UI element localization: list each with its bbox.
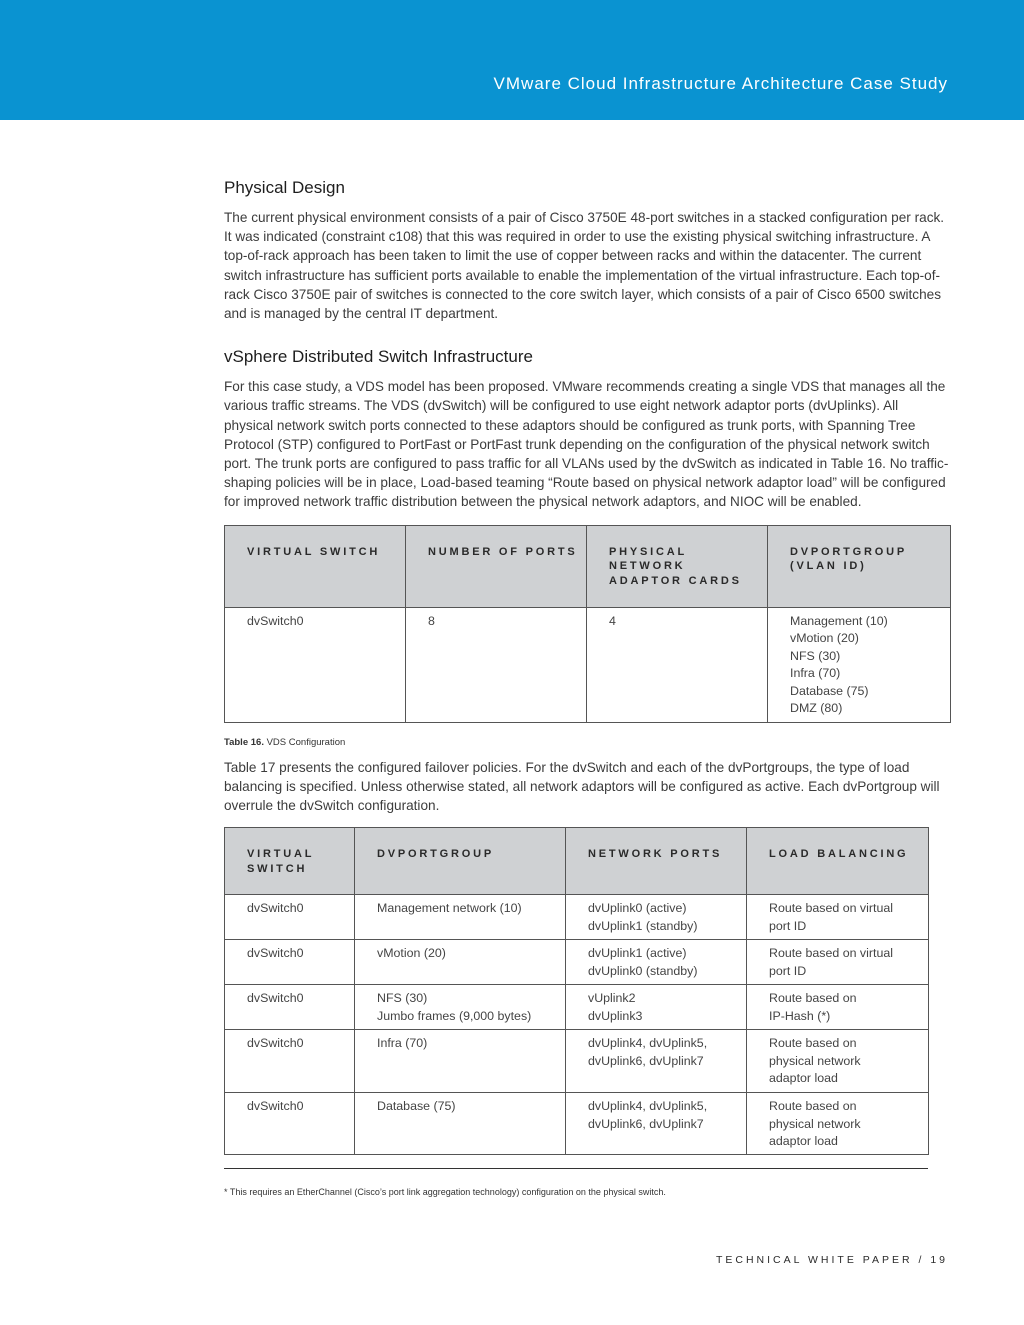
cell-line: Jumbo frames (9,000 bytes) <box>377 1008 532 1023</box>
section-heading-vds-infrastructure: vSphere Distributed Switch Infrastructure <box>224 347 533 367</box>
failover-paragraph: Table 17 presents the configured failover policies. For the dvSwitch and each of the dvPortgroups, the type of load balancing is specified. Unless otherwise stated, all network adaptors will be configured as active. Each dvPortgroup will overrule the dvSwitch configuration. <box>224 759 940 814</box>
column-header: DVPORTGROUP <box>355 828 566 895</box>
cell-line: dvUplink6, dvUplink7 <box>588 1116 704 1131</box>
table-row <box>225 1093 929 1155</box>
column-header: NETWORK PORTS <box>566 828 747 895</box>
cell-line: vUplink2 <box>588 991 636 1006</box>
table-cell: dvSwitch0 <box>225 1093 355 1155</box>
table-cell <box>566 895 747 940</box>
column-header: VIRTUAL SWITCH <box>225 525 406 607</box>
table-cell: 8 <box>406 607 587 722</box>
cell-line: Route based on <box>769 1036 857 1051</box>
caption-text: VDS Configuration <box>266 736 346 748</box>
table-row <box>225 940 929 985</box>
table-cell <box>355 940 566 985</box>
cell-line: Route based on <box>769 991 857 1006</box>
cell-line: port ID <box>769 918 807 933</box>
table-cell <box>747 985 929 1030</box>
cell-line: port ID <box>769 963 807 978</box>
table-cell <box>355 1030 566 1093</box>
page-content <box>224 178 950 1197</box>
caption-label: Table 16. <box>224 736 264 748</box>
portgroup-entry: Database (75) <box>790 683 869 698</box>
table-cell: dvSwitch0 <box>225 895 355 940</box>
table-cell <box>566 1093 747 1155</box>
table-cell: dvSwitch0 <box>225 607 406 722</box>
cell-line: dvUplink1 (standby) <box>588 918 698 933</box>
table-cell <box>747 940 929 985</box>
table-cell <box>355 1093 566 1155</box>
column-header: NUMBER OF PORTS <box>406 525 587 607</box>
table-cell <box>747 1093 929 1155</box>
table-cell: dvSwitch0 <box>225 985 355 1030</box>
table-cell <box>768 607 951 722</box>
table-17-failover-policies <box>224 827 929 1155</box>
cell-line: dvUplink3 <box>588 1008 643 1023</box>
table-cell <box>747 1030 929 1093</box>
table-cell <box>566 940 747 985</box>
section-heading-physical-design: Physical Design <box>224 178 345 197</box>
footnote: * This requires an EtherChannel (Cisco’s port link aggregation technology) configuration on the physical switch. <box>224 1187 666 1198</box>
cell-line: IP-Hash (*) <box>769 1008 831 1023</box>
cell-line: adaptor load <box>769 1071 838 1086</box>
cell-line: vMotion (20) <box>377 946 446 961</box>
table-cell: 4 <box>587 607 768 722</box>
cell-line: Database (75) <box>377 1099 456 1114</box>
cell-line: dvUplink4, dvUplink5, <box>588 1036 708 1051</box>
cell-line: Management network (10) <box>377 901 522 916</box>
cell-line: dvUplink6, dvUplink7 <box>588 1053 704 1068</box>
cell-line: dvUplink0 (active) <box>588 901 687 916</box>
column-header: LOAD BALANCING <box>747 828 929 895</box>
portgroup-entry: NFS (30) <box>790 648 841 663</box>
footnote-divider <box>224 1168 928 1169</box>
table-cell <box>355 985 566 1030</box>
table-row <box>225 985 929 1030</box>
portgroup-entry: DMZ (80) <box>790 701 843 716</box>
document-title: VMware Cloud Infrastructure Architecture Case Study <box>493 74 948 93</box>
column-header: DVPORTGROUP (VLAN ID) <box>768 525 951 607</box>
table-row <box>225 895 929 940</box>
cell-line: physical network <box>769 1116 861 1131</box>
vds-paragraph: For this case study, a VDS model has been proposed. VMware recommends creating a single VDS that manages all the various traffic streams. The VDS (dvSwitch) will be configured to use eight network adaptor ports (dvUplinks). All physical network switch ports connected to these adaptors should be configured as trunk ports, with Spanning Tree Protocol (STP) configured to PortFast or PortFast trunk depending on the configuration of the physical network switch port. The trunk ports are configured to pass traffic for all VLANs used by the dvSwitch as indicated in Table 16. No traffic-shaping policies will be in place, Load-based teaming “Route based on physical network adaptor load” will be configured for improved network traffic distribution between the physical network adaptors, and NIOC will be enabled. <box>224 379 949 510</box>
cell-line: Route based on <box>769 1099 857 1114</box>
physical-design-paragraph: The current physical environment consists of a pair of Cisco 3750E 48-port switches in a stacked configuration per rack. It was indicated (constraint c108) that this was required in order to use the existing physical switching infrastructure. A top-of-rack approach has been taken to limit the use of copper between racks and within the datacenter. The current switch infrastructure has sufficient ports available to enable the implementation of the virtual infrastructure. Each top-of-rack Cisco 3750E pair of switches is connected to the core switch layer, which consists of a pair of Cisco 6500 switches and is managed by the central IT department. <box>224 210 945 322</box>
cell-line: adaptor load <box>769 1134 838 1149</box>
portgroup-entry: Management (10) <box>790 613 888 628</box>
cell-line: physical network <box>769 1053 861 1068</box>
cell-line: Route based on virtual <box>769 946 893 961</box>
portgroup-entry: vMotion (20) <box>790 631 859 646</box>
table-16-vds-configuration <box>224 525 951 723</box>
column-header: PHYSICAL NETWORK ADAPTOR CARDS <box>587 525 768 607</box>
cell-line: Infra (70) <box>377 1036 428 1051</box>
table-cell <box>747 895 929 940</box>
table-cell: dvSwitch0 <box>225 1030 355 1093</box>
table-cell <box>566 1030 747 1093</box>
table-cell <box>566 985 747 1030</box>
column-header: VIRTUAL SWITCH <box>225 828 355 895</box>
table-row <box>225 1030 929 1093</box>
header-banner <box>0 0 1024 120</box>
table-row <box>225 607 951 722</box>
cell-line: dvUplink1 (active) <box>588 946 687 961</box>
table-16-caption <box>224 737 950 748</box>
cell-line: dvUplink0 (standby) <box>588 963 698 978</box>
table-cell <box>355 895 566 940</box>
cell-line: NFS (30) <box>377 991 428 1006</box>
cell-line: Route based on virtual <box>769 901 893 916</box>
page-footer: TECHNICAL WHITE PAPER / 19 <box>715 1254 948 1266</box>
portgroup-entry: Infra (70) <box>790 666 841 681</box>
cell-line: dvUplink4, dvUplink5, <box>588 1099 708 1114</box>
table-cell: dvSwitch0 <box>225 940 355 985</box>
